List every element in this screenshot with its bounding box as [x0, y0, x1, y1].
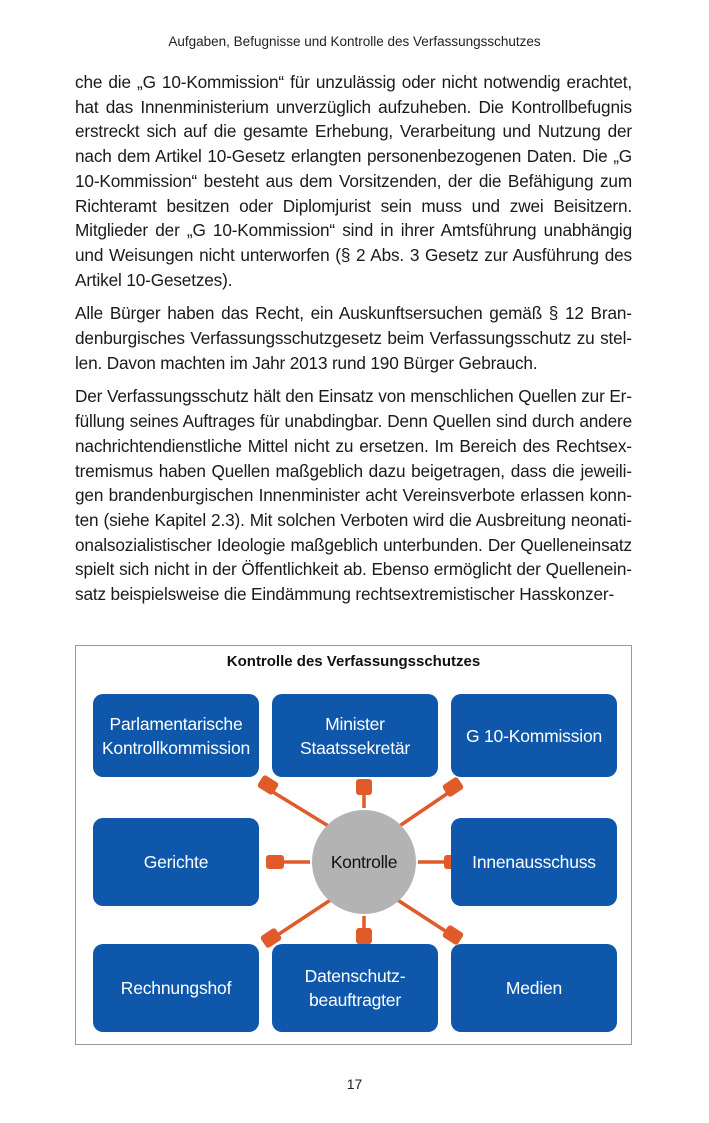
box-minister-staatssekretaer: Minister Staatssekretär — [272, 694, 438, 777]
running-title: Aufgaben, Befugnisse und Kontrolle des Verfassungsschutzes — [168, 34, 541, 49]
paragraph-g10-commission: che die „G 10-Kommission“ für unzulässig oder nicht notwendig erachtet, hat das Innenministerium unverzüglich aufzuheben. Die Kontrollbefugnis erstreckt sich auf die gesamte Erhebung, Verarbeitung und Nutzung der nach dem Artikel 10-Gesetz erlangten personenbezogenen Daten. Die „G 10-Kommission“ besteht aus dem Vorsitzenden, der die Befähigung zum Richteramt besitzen oder Diplomjurist sein muss und zwei Beisitzern. Mitglieder der „G 10-Kommission“ sind in ihrer Amtsführung unabhängig und Weisungen nicht unterworfen (§ 2 Abs. 3 Gesetz zur Ausführung des Artikel 10-Gesetzes). — [75, 72, 632, 290]
arrow-top-left — [257, 774, 330, 827]
box-medien: Medien — [451, 944, 617, 1032]
paragraph-human-sources: Der Verfassungsschutz hält den Einsatz von menschlichen Quellen zur Erfüllung seines Auftrages für unabdingbar. Denn Quellen sind durch andere nachrichtendienstliche Mittel nicht zu ersetzen. Im Bereich des Rechtsextremismus haben Quellen maßgeblich dazu beigetragen, dass die jeweiligen brandenburgischen Innenminister acht Vereinsverbote erlassen konnten (siehe Kapitel 2.3). Mit solchen Verboten wird die Ausbreitung neonationalsozialistischer Ideologie maßgeblich unterbunden. Der Quelleneinsatz spielt sich nicht in der Öffentlichkeit ab. Ebenso ermöglicht der Quelleneinsatz beispielsweise die Eindämmung rechtsextremistischer Hasskonzer- — [75, 386, 632, 605]
body-text — [75, 70, 632, 616]
box-innenausschuss: Innenausschuss — [451, 818, 617, 906]
control-diagram — [75, 645, 632, 1045]
arrow-bottom-left — [260, 899, 332, 949]
arrow-bottom-right — [396, 899, 464, 946]
box-parlamentarische-kontrollkommission: Parlamentarische Kontrollkommission — [93, 694, 259, 777]
box-datenschutzbeauftragter: Datenschutz- beauftragter — [272, 944, 438, 1032]
box-gerichte: Gerichte — [93, 818, 259, 906]
box-g10-kommission: G 10-Kommission — [451, 694, 617, 777]
arrow-bottom-middle — [356, 916, 372, 944]
diagram-title: Kontrolle des Verfassungsschutzes — [226, 653, 481, 670]
arrow-middle-left — [266, 855, 310, 869]
page-number: 17 — [346, 1076, 363, 1092]
center-kontrolle: Kontrolle — [312, 810, 416, 914]
arrow-top-middle — [356, 779, 372, 808]
box-rechnungshof: Rechnungshof — [93, 944, 259, 1032]
paragraph-information-request: Alle Bürger haben das Recht, ein Auskunftsersuchen gemäß § 12 Brandenburgisches Verfassungsschutzgesetz beim Verfassungsschutz zu stellen. Davon machten im Jahr 2013 rund 190 Bürger Gebrauch. — [75, 303, 632, 373]
